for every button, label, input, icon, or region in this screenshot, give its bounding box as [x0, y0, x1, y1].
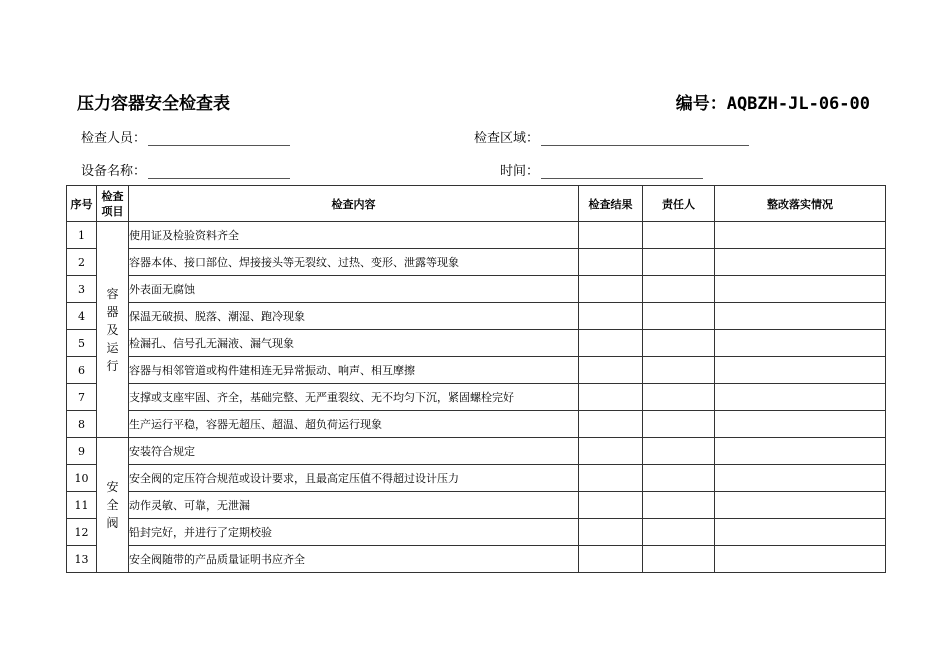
result-cell[interactable]: [579, 357, 643, 384]
row-number: 6: [67, 357, 97, 384]
rectification-cell[interactable]: [715, 438, 886, 465]
result-cell[interactable]: [579, 384, 643, 411]
table-row: [67, 384, 886, 411]
time-field: [500, 160, 703, 179]
responsible-cell[interactable]: [643, 357, 715, 384]
row-number: 2: [67, 249, 97, 276]
check-content: 安装符合规定: [129, 438, 579, 465]
result-cell[interactable]: [579, 249, 643, 276]
category-cell: [97, 222, 129, 438]
check-content: 动作灵敏、可靠，无泄漏: [129, 492, 579, 519]
result-cell[interactable]: [579, 411, 643, 438]
check-content: 安全阀的定压符合规范或设计要求，且最高定压值不得超过设计压力: [129, 465, 579, 492]
check-content: 容器与相邻管道或构件建相连无异常振动、响声、相互摩擦: [129, 357, 579, 384]
row-number: 1: [67, 222, 97, 249]
rectification-cell[interactable]: [715, 492, 886, 519]
check-content: 外表面无腐蚀: [129, 276, 579, 303]
row-number: 9: [67, 438, 97, 465]
check-content: 安全阀随带的产品质量证明书应齐全: [129, 546, 579, 573]
document-code: 编号：AQBZH-JL-06-00: [675, 94, 870, 114]
row-number: 8: [67, 411, 97, 438]
result-cell[interactable]: [579, 438, 643, 465]
result-cell[interactable]: [579, 276, 643, 303]
inspector-input-line[interactable]: [148, 131, 290, 146]
table-row: [67, 411, 886, 438]
table-row: [67, 249, 886, 276]
inspector-label: 检查人员：: [81, 131, 147, 146]
row-number: 7: [67, 384, 97, 411]
category-cell: [97, 438, 129, 573]
responsible-cell[interactable]: [643, 276, 715, 303]
table-row: [67, 357, 886, 384]
row-number: 4: [67, 303, 97, 330]
table-row: [67, 276, 886, 303]
check-content: 使用证及检验资料齐全: [129, 222, 579, 249]
check-content: 检漏孔、信号孔无漏液、漏气现象: [129, 330, 579, 357]
rectification-cell[interactable]: [715, 276, 886, 303]
equipment-label: 设备名称：: [81, 164, 147, 179]
time-label: 时间：: [500, 164, 540, 179]
equipment-input-line[interactable]: [148, 164, 290, 179]
time-input-line[interactable]: [541, 164, 703, 179]
responsible-cell[interactable]: [643, 546, 715, 573]
table-header-row: [67, 186, 886, 222]
responsible-cell[interactable]: [643, 222, 715, 249]
rectification-cell[interactable]: [715, 546, 886, 573]
header-responsible: 责任人: [643, 186, 715, 222]
row-number: 3: [67, 276, 97, 303]
rectification-cell[interactable]: [715, 249, 886, 276]
check-content: 铅封完好，并进行了定期校验: [129, 519, 579, 546]
row-number: 12: [67, 519, 97, 546]
table-row: [67, 303, 886, 330]
area-field: [474, 127, 749, 146]
row-number: 11: [67, 492, 97, 519]
table-row: [67, 546, 886, 573]
inspection-table: [66, 185, 886, 573]
header-no: 序号: [67, 186, 97, 222]
responsible-cell[interactable]: [643, 249, 715, 276]
responsible-cell[interactable]: [643, 519, 715, 546]
equipment-field: [81, 160, 290, 179]
responsible-cell[interactable]: [643, 384, 715, 411]
area-input-line[interactable]: [541, 131, 749, 146]
table-row: [67, 519, 886, 546]
result-cell[interactable]: [579, 519, 643, 546]
rectification-cell[interactable]: [715, 330, 886, 357]
result-cell[interactable]: [579, 492, 643, 519]
responsible-cell[interactable]: [643, 303, 715, 330]
inspector-field: [81, 127, 290, 146]
responsible-cell[interactable]: [643, 438, 715, 465]
check-content: 保温无破损、脱落、潮湿、跑冷现象: [129, 303, 579, 330]
check-content: 生产运行平稳，容器无超压、超温、超负荷运行现象: [129, 411, 579, 438]
category-label: 容器及运行: [106, 286, 119, 373]
result-cell[interactable]: [579, 465, 643, 492]
rectification-cell[interactable]: [715, 384, 886, 411]
rectification-cell[interactable]: [715, 411, 886, 438]
rectification-cell[interactable]: [715, 357, 886, 384]
row-number: 5: [67, 330, 97, 357]
category-label: 安全阀: [106, 480, 119, 530]
rectification-cell[interactable]: [715, 222, 886, 249]
header-result: 检查结果: [579, 186, 643, 222]
result-cell[interactable]: [579, 303, 643, 330]
result-cell[interactable]: [579, 222, 643, 249]
row-number: 10: [67, 465, 97, 492]
header-rectification: 整改落实情况: [715, 186, 886, 222]
responsible-cell[interactable]: [643, 465, 715, 492]
rectification-cell[interactable]: [715, 465, 886, 492]
result-cell[interactable]: [579, 330, 643, 357]
table-row: [67, 492, 886, 519]
rectification-cell[interactable]: [715, 303, 886, 330]
table-row: [67, 438, 886, 465]
check-content: 容器本体、接口部位、焊接接头等无裂纹、过热、变形、泄露等现象: [129, 249, 579, 276]
responsible-cell[interactable]: [643, 411, 715, 438]
header-category: 检查项目: [97, 186, 129, 222]
row-number: 13: [67, 546, 97, 573]
result-cell[interactable]: [579, 546, 643, 573]
area-label: 检查区域：: [474, 131, 540, 146]
table-row: [67, 222, 886, 249]
header-content: 检查内容: [129, 186, 579, 222]
check-content: 支撑或支座牢固、齐全，基础完整、无严重裂纹、无不均匀下沉，紧固螺栓完好: [129, 384, 579, 411]
table-row: [67, 465, 886, 492]
responsible-cell[interactable]: [643, 330, 715, 357]
rectification-cell[interactable]: [715, 519, 886, 546]
table-row: [67, 330, 886, 357]
page-title: 压力容器安全检查表: [77, 94, 230, 114]
responsible-cell[interactable]: [643, 492, 715, 519]
